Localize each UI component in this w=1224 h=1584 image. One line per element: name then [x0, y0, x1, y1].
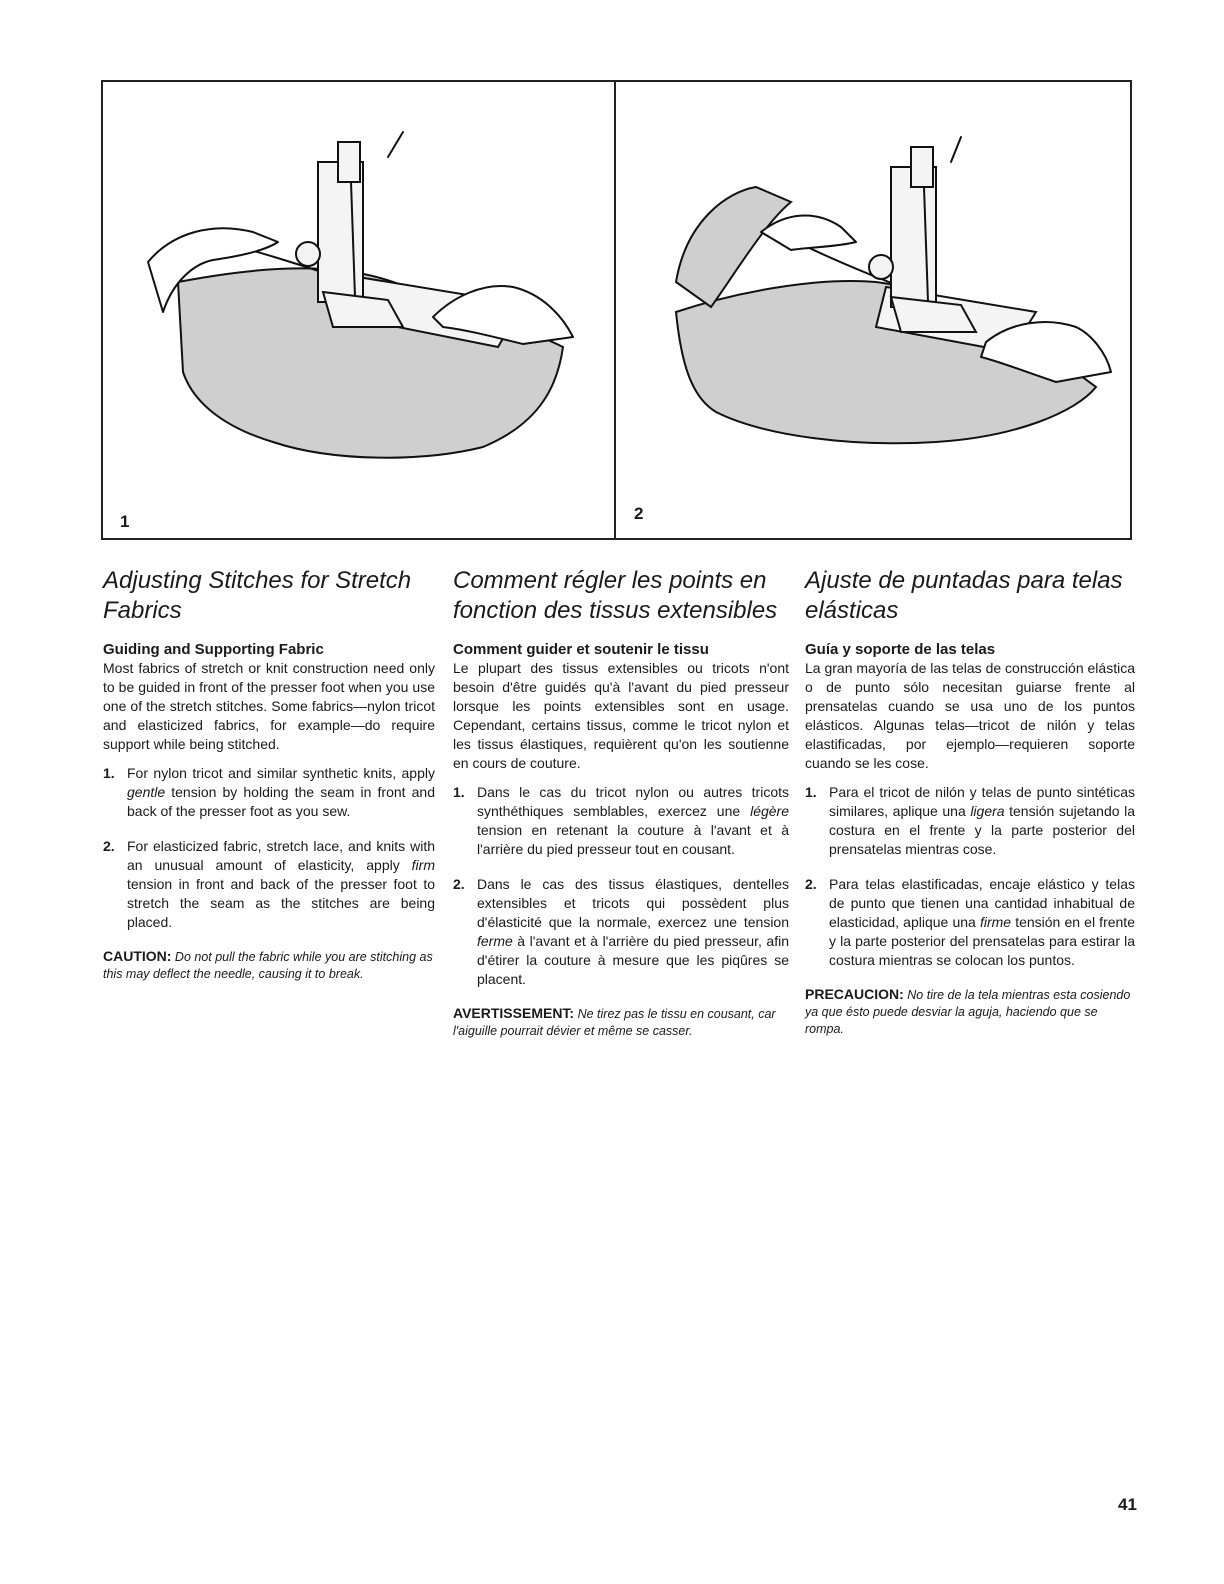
step-text-a: Dans le cas des tissus élastiques, dentelles extensibles et tricots qui possèdent plus d'élasticité que la normale, exercez une tension	[477, 876, 789, 930]
english-step-2	[103, 837, 435, 932]
left-hand	[761, 216, 856, 250]
spanish-step-1	[805, 783, 1135, 859]
english-title: Adjusting Stitches for Stretch Fabrics	[103, 567, 412, 624]
figure-1-illustration	[103, 82, 614, 538]
figure-2-illustration	[616, 82, 1130, 538]
figure-number-1: 1	[120, 512, 130, 531]
french-step-1	[453, 783, 789, 859]
step-text-a: Para telas elastificadas, encaje elástico y telas de punto que tienen una cantidad inhabitual de elasticidad, aplique una	[829, 876, 1135, 930]
step-text-b: tensión sujetando la costura en el frente y la parte posterior del prensatelas mientras cose.	[829, 803, 1135, 857]
thread	[951, 137, 961, 162]
needle-clamp	[338, 142, 360, 182]
step-text-b: à l'avant et à l'arrière du pied presseur, afin d'étirer la couture à mesure que les piqûres se placent.	[477, 933, 789, 987]
thumb-screw	[869, 255, 893, 279]
step-emphasis: firme	[979, 914, 1012, 930]
step-number: 2.	[805, 876, 817, 892]
step-text-a: Dans le cas du tricot nylon ou autres tricots synthéthiques semblables, exercez une	[477, 784, 789, 819]
french-caution	[453, 1005, 789, 1040]
thumb-screw	[296, 242, 320, 266]
spanish-step-2	[805, 875, 1135, 970]
spanish-subheading: Guía y soporte de las telas	[805, 641, 996, 658]
step-text-b: tension by holding the seam in front and back of the presser foot as you sew.	[127, 784, 435, 819]
english-caution	[103, 948, 435, 983]
spanish-caution	[805, 986, 1135, 1038]
french-intro: Le plupart des tissus extensibles ou tricots n'ont besoin d'être guidés qu'à l'avant du pied presseur lorsque les points extensibles sont en usage. Cependant, certains tissus, comme le tricot nylon et les tissus élastiques, requièrent qu'on les soutienne en cours de couture.	[453, 660, 789, 771]
spanish-title: Ajuste de puntadas para telas elásticas	[805, 567, 1123, 624]
step-number: 2.	[103, 838, 115, 854]
step-number: 1.	[103, 765, 115, 781]
step-emphasis: gentle	[127, 784, 166, 800]
step-text-b: tensión en el frente y la parte posterior del prensatelas para estirar la costura mientras se colocan los puntos.	[829, 914, 1135, 968]
step-text-a: Para el tricot de nilón y telas de punto sintéticas similares, aplique una	[829, 784, 1135, 819]
english-step-1	[103, 764, 435, 821]
english-column	[103, 566, 435, 983]
spanish-steps	[805, 783, 1135, 970]
french-column	[453, 566, 789, 1040]
caution-text: Do not pull the fabric while you are stitching as this may deflect the needle, causing it to break.	[103, 950, 433, 981]
caution-label: PRECAUCION:	[805, 986, 904, 1002]
english-subheading: Guiding and Supporting Fabric	[103, 641, 324, 658]
step-number: 1.	[453, 784, 465, 800]
french-step-2	[453, 875, 789, 989]
english-intro: Most fabrics of stretch or knit construction need only to be guided in front of the presser foot when you use one of the stretch stitches. Some fabrics—nylon tricot and elasticized fabrics, for example—do require support while being stitched.	[103, 660, 435, 752]
french-subheading: Comment guider et soutenir le tissu	[453, 641, 709, 658]
step-emphasis: ferme	[477, 933, 513, 949]
step-text-b: tension en retenant la couture à l'avant et à l'arrière du pied presseur tout en cousant.	[477, 822, 789, 857]
needle-clamp	[911, 147, 933, 187]
french-title: Comment régler les points en fonction des tissus extensibles	[453, 567, 778, 624]
caution-text: Ne tirez pas le tissu en cousant, car l'aiguille pourrait dévier et même se casser.	[453, 1007, 776, 1038]
step-number: 1.	[805, 784, 817, 800]
step-number: 2.	[453, 876, 465, 892]
step-text-a: For nylon tricot and similar synthetic knits, apply	[127, 765, 435, 781]
caution-text: No tire de la tela mientras esta cosiendo ya que ésto puede desviar la aguja, haciendo que se rompa.	[805, 988, 1131, 1036]
sewing-machine-illustration-1	[103, 82, 614, 538]
step-text-b: tension in front and back of the presser foot to stretch the seam as the stitches are being placed.	[127, 876, 435, 930]
caution-label: CAUTION:	[103, 948, 172, 964]
page-number: 41	[1118, 1495, 1137, 1514]
french-steps	[453, 783, 789, 989]
figure-number-2: 2	[634, 504, 644, 523]
step-emphasis: firm	[411, 857, 435, 873]
spanish-intro: La gran mayoría de las telas de construcción elástica o de punto sólo necesitan guiarse frente al prensatelas cuando se usa uno de los puntos elásticos. Algunas telas—tricot de nilón y telas elastificadas, por ejemplo—requieren soporte cuando se les cose.	[805, 660, 1135, 771]
english-steps	[103, 764, 435, 932]
spanish-column	[805, 566, 1135, 1038]
step-emphasis: légère	[750, 803, 789, 819]
sewing-machine-illustration-2	[616, 82, 1130, 538]
step-emphasis: ligera	[970, 803, 1005, 819]
thread	[388, 132, 403, 157]
caution-label: AVERTISSEMENT:	[453, 1005, 575, 1021]
step-text-a: For elasticized fabric, stretch lace, and knits with an unusual amount of elasticity, apply	[127, 838, 435, 873]
